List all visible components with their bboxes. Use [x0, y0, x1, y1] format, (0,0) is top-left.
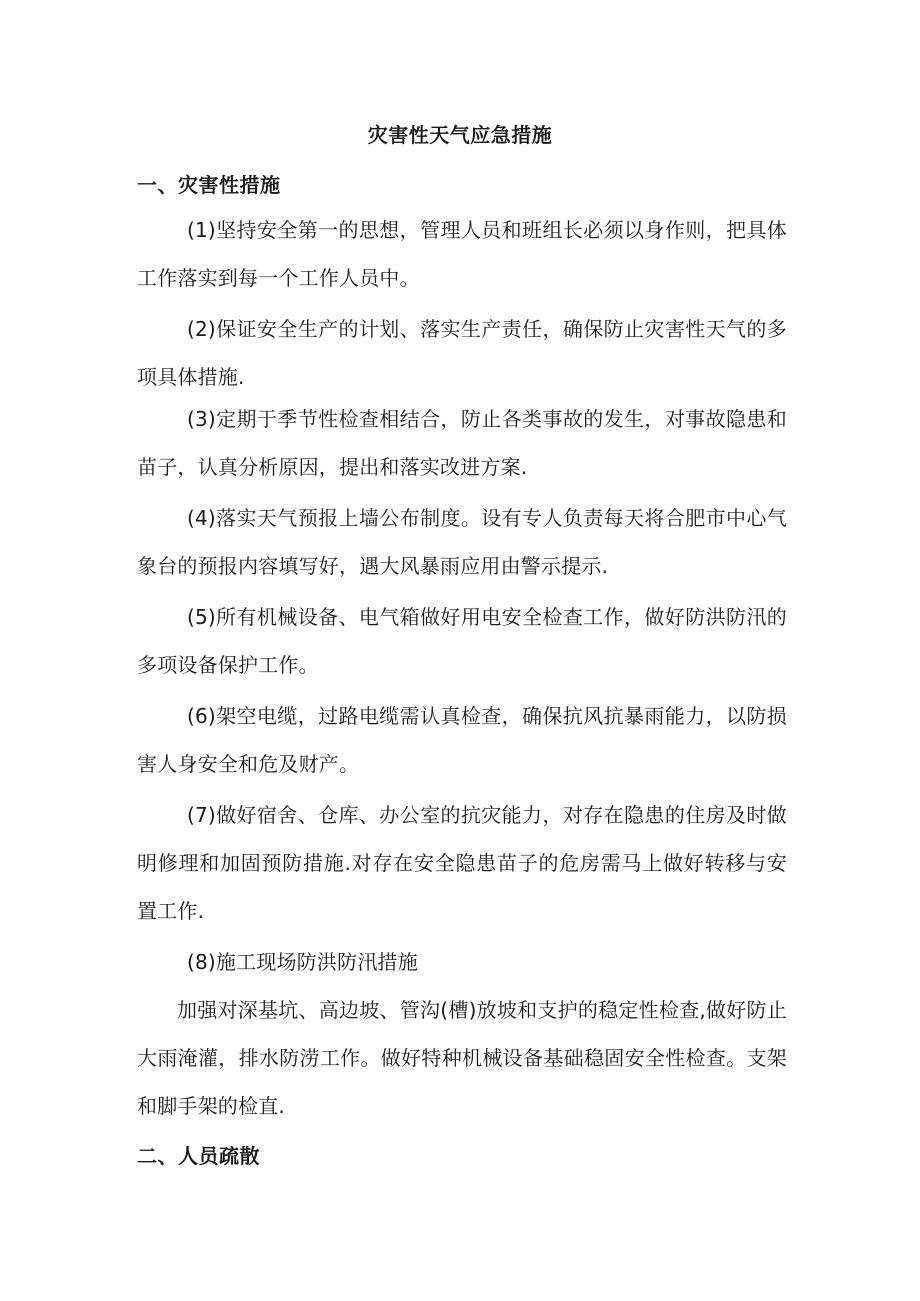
measure-item-1: (1)坚持安全第一的思想，管理人员和班组长必须以身作则，把具体工作落实到每一个工作人员中。 [137, 218, 787, 290]
measure-item-5: (5)所有机械设备、电气箱做好用电安全检查工作，做好防洪防汛的多项设备保护工作。 [137, 605, 787, 677]
measure-item-4: (4)落实天气预报上墙公布制度。设有专人负责每天将合肥市中心气象台的预报内容填写好，遇大风暴雨应用由警示提示. [137, 506, 787, 578]
section-heading-disaster-measures: 一、灾害性措施 [137, 173, 281, 197]
measure-item-6: (6)架空电缆，过路电缆需认真检查，确保抗风抗暴雨能力，以防损害人身安全和危及财产。 [137, 704, 787, 776]
document-title: 灾害性天气应急措施 [367, 123, 553, 147]
measure-item-8: (8)施工现场防洪防汛措施 [187, 950, 418, 974]
measure-item-2: (2)保证安全生产的计划、落实生产责任，确保防止灾害性天气的多项具体措施. [137, 317, 787, 389]
flood-measures-paragraph: 加强对深基坑、高边坡、管沟(槽)放坡和支护的稳定性检查,做好防止大雨淹灌，排水防涝工作。做好特种机械设备基础稳固安全性检查。支架和脚手架的检直. [137, 998, 787, 1118]
measure-item-3: (3)定期于季节性检查相结合，防止各类事故的发生，对事故隐患和苗子，认真分析原因，提出和落实改进方案. [137, 407, 787, 479]
measure-item-7: (7)做好宿舍、仓库、办公室的抗灾能力，对存在隐患的住房及时做明修理和加固预防措施.对存在安全隐患苗子的危房需马上做好转移与安置工作. [137, 803, 787, 923]
section-heading-evacuation: 二、人员疏散 [137, 1144, 260, 1168]
